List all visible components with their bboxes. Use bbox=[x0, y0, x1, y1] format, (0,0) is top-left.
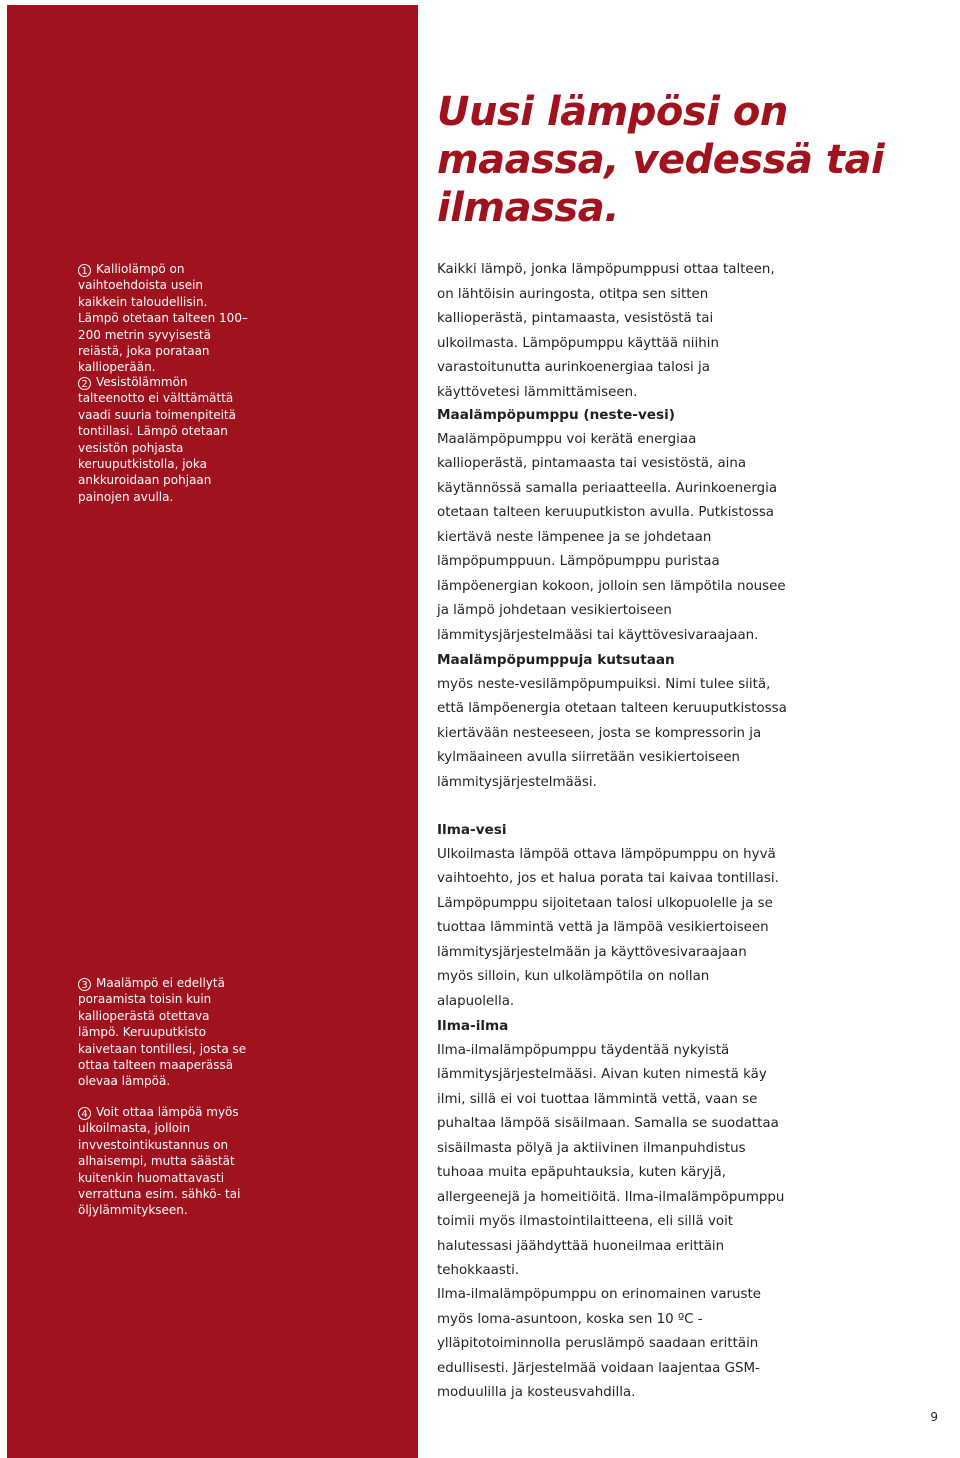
caption-2-text: Vesistölämmön talteenotto ei välttämättä vaadi suuria toimenpiteitä tontillasi. Lämpö otetaan vesistön pohjasta keruuputkistolla, joka ankkuroidaan pohjaan painojen avulla. bbox=[78, 375, 236, 504]
section-ilma-ilma bbox=[437, 1014, 787, 1284]
number-3-icon: 3 bbox=[78, 978, 91, 991]
number-4-icon: 4 bbox=[78, 1107, 91, 1120]
section-paragraph: myös neste-vesilämpöpumpuiksi. Nimi tulee siitä, että lämpöenergia otetaan talteen keruuputkistossa kiertävään nesteeseen, josta se kompressorin ja kylmäaineen avulla siirretään vesikiertoiseen lämmitysjärjestelmääsi. bbox=[437, 676, 787, 790]
intro-block bbox=[437, 258, 787, 405]
section-paragraph: Ilma-ilmalämpöpumppu on erinomainen varuste myös loma-asuntoon, koska sen 10 ºC -ylläpitotoiminnolla peruslämpö saadaan erittäin edullisesti. Järjestelmää voidaan laajentaa GSM-moduulilla ja kosteusvahdilla. bbox=[437, 1287, 761, 1400]
caption-3-text: Maalämpö ei edellytä poraamista toisin kuin kallioperästä otettava lämpö. Keruuputkisto kaivetaan tontillesi, josta se ottaa talteen maaperässä olevaa lämpöä. bbox=[78, 976, 247, 1089]
caption-1 bbox=[78, 261, 248, 376]
page-number: 9 bbox=[930, 1410, 938, 1424]
caption-4-text: Voit ottaa lämpöä myös ulkoilmasta, jolloin invvestointikustannus on alhaisempi, mutta säästät kuitenkin huomattavasti verrattuna esim. sähkö- tai öljylämmitykseen. bbox=[78, 1105, 241, 1218]
intro-paragraph: Kaikki lämpö, jonka lämpöpumppusi ottaa talteen, on lähtöisin auringosta, otitpa sen sitten kallioperästä, pintamaasta, vesistöstä tai ulkoilmasta. Lämpöpumppu käyttää niihin varastoitunutta aurinkoenergiaa talosi ja käyttövetesi lämmittämiseen. bbox=[437, 262, 775, 400]
page-headline: Uusi lämpösi on maassa, vedessä tai ilmassa. bbox=[437, 89, 885, 231]
section-heading: Ilma-vesi bbox=[437, 822, 507, 838]
section-paragraph: Ulkoilmasta lämpöä ottava lämpöpumppu on hyvä vaihtoehto, jos et halua porata tai kaivaa tontillasi. Lämpöpumppu sijoitetaan talosi ulkopuolelle ja se tuottaa lämmintä vettä ja lämpöä vesikiertoiseen lämmitysjärjestelmään ja käyttövesivaraajaan myös silloin, kun ulkolämpötila on nollan alapuolella. bbox=[437, 846, 779, 1009]
caption-3 bbox=[78, 975, 248, 1090]
section-heading: Maalämpöpumppuja kutsutaan bbox=[437, 652, 675, 668]
section-paragraph: Maalämpöpumppu voi kerätä energiaa kallioperästä, pintamaasta tai vesistöstä, aina käytännössä samalla periaatteella. Aurinkoenergia otetaan talteen keruuputkiston avulla. Putkistossa kiertävä neste lämpenee ja se johdetaan lämpöpumppuun. Lämpöpumppu puristaa lämpöenergian kokoon, jolloin sen lämpötila nousee ja lämpö johdetaan vesikiertoiseen lämmitysjärjestelmääsi tai käyttövesivaraajaan. bbox=[437, 431, 786, 643]
red-side-panel bbox=[7, 5, 418, 1458]
section-paragraph: Ilma-ilmalämpöpumppu täydentää nykyistä lämmitysjärjestelmääsi. Aivan kuten nimestä käy ilmi, sillä ei voi tuottaa lämmintä vettä, vaan se puhaltaa lämpöä sisäilmaan. Samalla se suodattaa sisäilmasta pölyä ja aktiivinen ilmanpuhdistus tuhoaa muita epäpuhtauksia, kuten käryjä, allergeenejä ja homeitiöitä. Ilma-ilmalämpöpumppu toimii myös ilmastointilaitteena, eli sillä voit halutessasi jäähdyttää huoneilmaa erittäin tehokkaasti. bbox=[437, 1042, 785, 1278]
caption-2 bbox=[78, 374, 248, 505]
section-loma-asunto bbox=[437, 1283, 787, 1406]
number-2-icon: 2 bbox=[78, 377, 91, 390]
section-heading: Maalämpöpumppu (neste-vesi) bbox=[437, 407, 675, 423]
number-1-icon: 1 bbox=[78, 264, 91, 277]
caption-4 bbox=[78, 1104, 248, 1219]
section-maalampopumppu bbox=[437, 403, 787, 648]
section-kutsutaan bbox=[437, 648, 787, 795]
section-heading: Ilma-ilma bbox=[437, 1018, 509, 1034]
section-ilma-vesi bbox=[437, 818, 787, 1014]
caption-1-text: Kalliolämpö on vaihtoehdoista usein kaikkein taloudellisin. Lämpö otetaan talteen 100–200 metrin syvyisestä reiästä, joka porataan kallioperään. bbox=[78, 262, 248, 375]
